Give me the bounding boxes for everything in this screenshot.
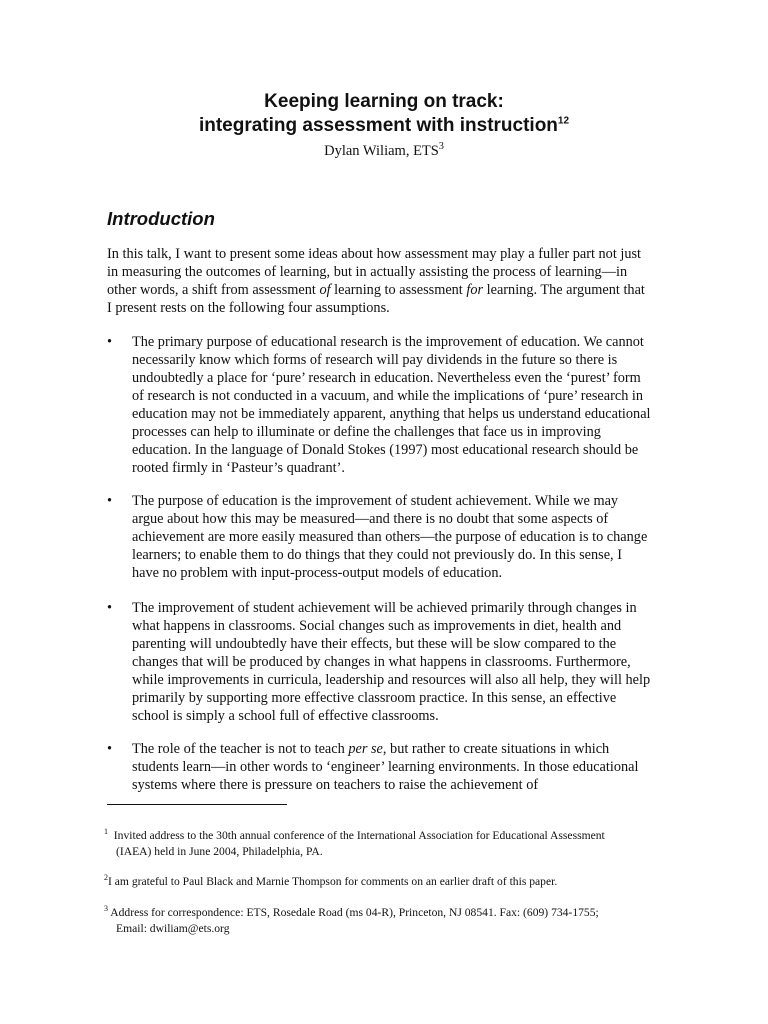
assumption-text-4	[132, 740, 652, 794]
footnote-1-text-a: Invited address to the 30th annual conference of the International Association for Educational Assessment	[113, 829, 605, 842]
paper-title-line-1: Keeping learning on track:	[264, 91, 504, 112]
footnote-separator	[107, 804, 287, 805]
footnote-2-text: I am grateful to Paul Black and Marnie Thompson for comments on an earlier draft of this paper.	[108, 875, 558, 888]
assumption-text-4b: , but rather to create situations in which students learn—in other words to ‘engineer’ learning environments. In those educational systems where there is pressure on teachers to raise the achievement of	[132, 741, 639, 793]
intro-text-a: In this talk, I want to present some ideas about how assessment may play a fuller part not just in measuring the outcomes of learning, but in actually assisting the process of learning—in other words, a shift from assessment	[107, 246, 642, 298]
intro-paragraph	[107, 245, 647, 317]
title-footnote-ref[interactable]: 12	[557, 115, 570, 127]
intro-text-b: learning to assessment	[330, 282, 467, 298]
bullet-marker: •	[107, 493, 113, 509]
intro-text-c: learning. The argument that I present rests on the following four assumptions.	[107, 282, 645, 316]
assumption-em-per-se: per se	[348, 741, 383, 757]
paper-title-line-2-text: integrating assessment with instruction	[198, 115, 558, 136]
assumption-text-3: The improvement of student achievement will be achieved primarily through changes in what happens in classrooms. Social changes such as improvements in diet, health and parenting will undoubtedly have their effects, but these will be slow compared to the changes that will be produced by changes in what happens in classrooms. Furthermore, while improvements in curricula, leadership and resources will also all help, they will help primarily by supporting more effective classroom practice. In this sense, an effective school is simply a school full of effective classrooms.	[132, 600, 651, 724]
assumption-text-4a: The role of the teacher is not to teach	[132, 741, 349, 757]
footnote-3-number: 3	[104, 904, 108, 914]
bullet-marker: •	[107, 741, 113, 757]
section-heading-introduction: Introduction	[107, 208, 215, 229]
footnote-3-text-a: Address for correspondence: ETS, Rosedale Road (ms 04-R), Princeton, NJ 08541. Fax: (609) 734-1755;	[110, 906, 599, 919]
bullet-marker: •	[107, 600, 113, 616]
footnote-3	[104, 905, 664, 937]
intro-em-for: for	[466, 282, 484, 298]
author-line	[0, 143, 768, 160]
paper-title-line-2	[0, 114, 768, 138]
assumption-text-2: The purpose of education is the improvement of student achievement. While we may argue about how this may be measured—and there is no doubt that some aspects of achievement are more easily measured than others—the purpose of education is to change learners; to enable them to do things that they could not previously do. In this sense, I have no problem with input-process-output models of education.	[132, 493, 648, 581]
author-footnote-ref[interactable]: 3	[438, 141, 444, 153]
author-name: Dylan Wiliam, ETS	[324, 143, 439, 159]
footnote-1-number: 1	[104, 827, 108, 837]
footnote-1	[104, 828, 664, 860]
footnote-1-line-2: (IAEA) held in June 2004, Philadelphia, PA.	[116, 845, 323, 858]
assumption-text-1: The primary purpose of educational research is the improvement of education. We cannot necessarily know which forms of research will pay dividends in the future so there is undoubtedly a place for ‘pure’ research in education. Nevertheless even the ‘purest’ form of research is not conducted in a vacuum, and while the implications of ‘pure’ research in education may not be immediately apparent, anything that helps us understand educational processes can help to illuminate or define the challenges that face us in improving education. In the language of Donald Stokes (1997) most educational research should be rooted firmly in ‘Pasteur’s quadrant’.	[132, 334, 651, 476]
footnote-1-line-1	[104, 829, 605, 842]
footnote-2-number: 2	[104, 873, 108, 883]
bullet-marker: •	[107, 334, 113, 350]
intro-em-of: of	[319, 282, 331, 298]
footnote-2	[104, 874, 664, 890]
footnote-3-line-1	[104, 906, 599, 919]
footnote-3-email[interactable]: Email: dwiliam@ets.org	[116, 922, 230, 935]
